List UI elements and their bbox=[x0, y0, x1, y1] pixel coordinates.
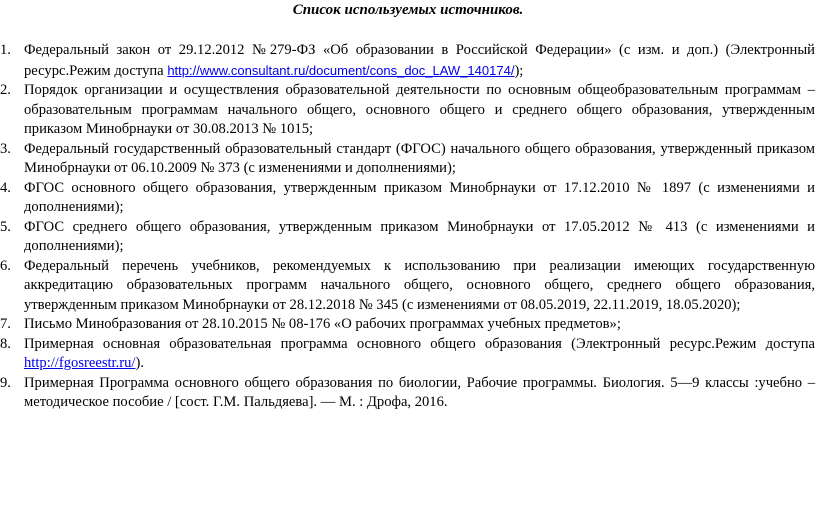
item-text: Федеральный государственный образовательный стандарт (ФГОС) начального общего образования, утвержденный приказом Минобрнауки от 06.10.2009 № 373 (с изменениями и дополнениями); bbox=[24, 140, 815, 176]
list-item bbox=[0, 257, 816, 316]
sources-list bbox=[0, 41, 816, 413]
list-item bbox=[0, 374, 816, 413]
list-item bbox=[0, 140, 816, 179]
item-number: 3. bbox=[0, 140, 11, 157]
item-number: 9. bbox=[0, 374, 11, 391]
list-item bbox=[0, 315, 816, 335]
fgosreestr-link[interactable]: http://fgosreestr.ru/ bbox=[24, 355, 136, 371]
item-number: 7. bbox=[0, 316, 11, 332]
item-text: ФГОС основного общего образования, утвержденным приказом Минобрнауки от 17.12.2010 № 1897 (с изменениями и дополнениями); bbox=[24, 179, 815, 215]
item-text: ФГОС среднего общего образования, утвержденным приказом Минобрнауки от 17.05.2012 № 413 (с изменениями и дополнениями); bbox=[24, 218, 815, 254]
consultant-link[interactable]: http://www.consultant.ru/document/cons_doc_LAW_140174/ bbox=[167, 62, 515, 78]
item-text: Федеральный закон от 29.12.2012 №279-ФЗ «Об образовании в Российской Федерации» (с изм. и доп.) (Электронный ресурс.Режим доступа bbox=[24, 42, 815, 79]
item-number: 4. bbox=[0, 179, 11, 196]
item-number: 6. bbox=[0, 257, 11, 274]
list-item bbox=[0, 179, 816, 218]
item-text: Порядок организации и осуществления образовательной деятельности по основным общеобразовательным программам – образовательным программам начального общего, основного общего и среднего общего образования, утвержденным приказом Минобрнауки от 30.08.2013 № 1015; bbox=[24, 82, 815, 137]
item-text: Примерная основная образовательная программа основного общего образования (Электронный ресурс.Режим доступа bbox=[24, 335, 815, 352]
item-text-end: ). bbox=[135, 355, 144, 371]
item-text: Федеральный перечень учебников, рекомендуемых к использованию при реализации имеющих государственную аккредитацию образовательных программ начального общего, основного общего, среднего общего образования, утвержденным приказом Минобрнауки от 28.12.2018 № 345 (с изменениями от 08.05.2019, 22.11.2019, 18.05.2020); bbox=[24, 257, 815, 313]
item-number: 5. bbox=[0, 218, 11, 235]
list-item bbox=[0, 218, 816, 257]
item-number: 1. bbox=[0, 42, 11, 58]
item-number: 8. bbox=[0, 335, 11, 352]
item-text: Примерная Программа основного общего образования по биологии, Рабочие программы. Биология. 5—9 классы :учебно – методическое пособие / [сост. Г.М. Пальдяева]. — М. : Дрофа, 2016. bbox=[24, 374, 815, 410]
list-item bbox=[0, 81, 816, 140]
list-item bbox=[0, 335, 816, 374]
item-number: 2. bbox=[0, 82, 11, 98]
document-title: Список используемых источников. bbox=[292, 2, 524, 18]
list-item bbox=[0, 41, 816, 81]
item-text-end: ); bbox=[514, 62, 524, 79]
item-text: Письмо Минобразования от 28.10.2015 № 08-176 «О рабочих программах учебных предметов»; bbox=[24, 316, 621, 332]
